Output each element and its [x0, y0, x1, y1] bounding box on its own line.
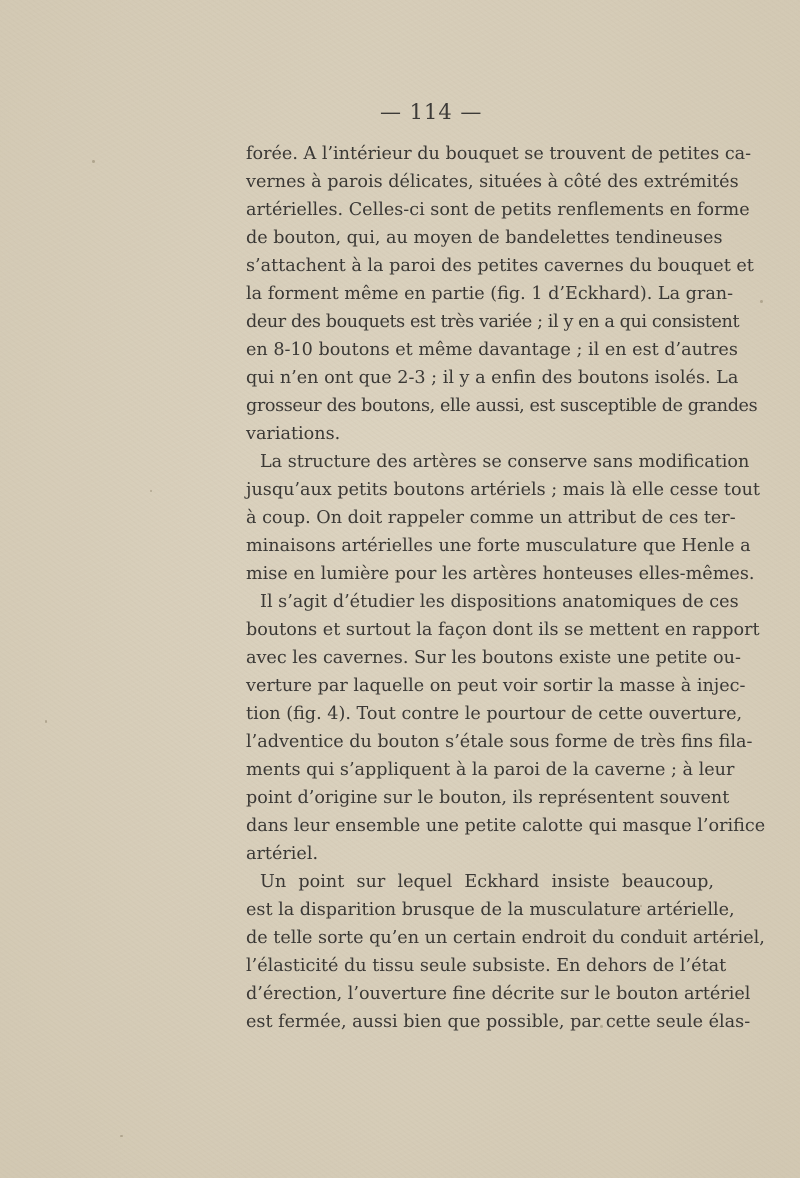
text-line: Un point sur lequel Eckhard insiste beaucoup, [260, 872, 714, 892]
text-line: est la disparition brusque de la musculature artérielle, [246, 900, 735, 920]
text-line: vernes à parois délicates, situées à côté des extrémités [246, 172, 739, 192]
text-line: l’élasticité du tissu seule subsiste. En dehors de l’état [246, 956, 727, 976]
text-line: de telle sorte qu’en un certain endroit du conduit artériel, [246, 928, 765, 948]
text-line: minaisons artérielles une forte musculature que Henle a [246, 536, 751, 556]
text-line: s’attachent à la paroi des petites cavernes du bouquet et [246, 256, 754, 276]
paper-speck [45, 720, 47, 723]
text-line: forée. A l’intérieur du bouquet se trouvent de petites ca- [246, 144, 752, 164]
page-number: — 114 — [380, 100, 483, 124]
text-line: d’érection, l’ouverture fine décrite sur le bouton artériel [246, 984, 751, 1004]
paper-speck [150, 490, 152, 492]
text-line: boutons et surtout la façon dont ils se mettent en rapport [246, 620, 760, 640]
text-line: avec les cavernes. Sur les boutons existe une petite ou- [246, 648, 741, 668]
text-line: ments qui s’appliquent à la paroi de la caverne ; à leur [246, 760, 735, 780]
text-line: jusqu’aux petits boutons artériels ; mais là elle cesse tout [246, 480, 760, 500]
text-line: La structure des artères se conserve sans modification [260, 452, 750, 472]
paper-speck [760, 300, 763, 303]
text-line: de bouton, qui, au moyen de bandelettes tendineuses [246, 228, 723, 248]
text-line: l’adventice du bouton s’étale sous forme de très fins fila- [246, 732, 753, 752]
text-line: est fermée, aussi bien que possible, par cette seule élas- [246, 1012, 751, 1032]
body-text [246, 140, 766, 1036]
text-line: dans leur ensemble une petite calotte qui masque l’orifice [246, 816, 766, 836]
text-line: point d’origine sur le bouton, ils représentent souvent [246, 788, 730, 808]
paper-speck [92, 160, 95, 163]
text-line: qui n’en ont que 2-3 ; il y a enfin des boutons isolés. La [246, 368, 739, 388]
paper-speck [120, 1135, 123, 1137]
text-line: artérielles. Celles-ci sont de petits renflements en forme [246, 200, 750, 220]
text-line: deur des bouquets est très variée ; il y en a qui consistent [246, 312, 740, 332]
text-line: mise en lumière pour les artères honteuses elles-mêmes. [246, 564, 755, 584]
text-line: tion (fig. 4). Tout contre le pourtour de cette ouverture, [246, 704, 743, 724]
text-line: la forment même en partie (fig. 1 d’Eckhard). La gran- [246, 284, 734, 304]
text-line: verture par laquelle on peut voir sortir la masse à injec- [246, 676, 746, 696]
text-line: variations. [246, 424, 341, 444]
text-line: grosseur des boutons, elle aussi, est susceptible de grandes [246, 396, 758, 416]
text-line: Il s’agit d’étudier les dispositions anatomiques de ces [260, 592, 739, 612]
text-line: à coup. On doit rappeler comme un attribut de ces ter- [246, 508, 736, 528]
text-line: artériel. [246, 844, 319, 864]
text-line: en 8-10 boutons et même davantage ; il en est d’autres [246, 340, 738, 360]
